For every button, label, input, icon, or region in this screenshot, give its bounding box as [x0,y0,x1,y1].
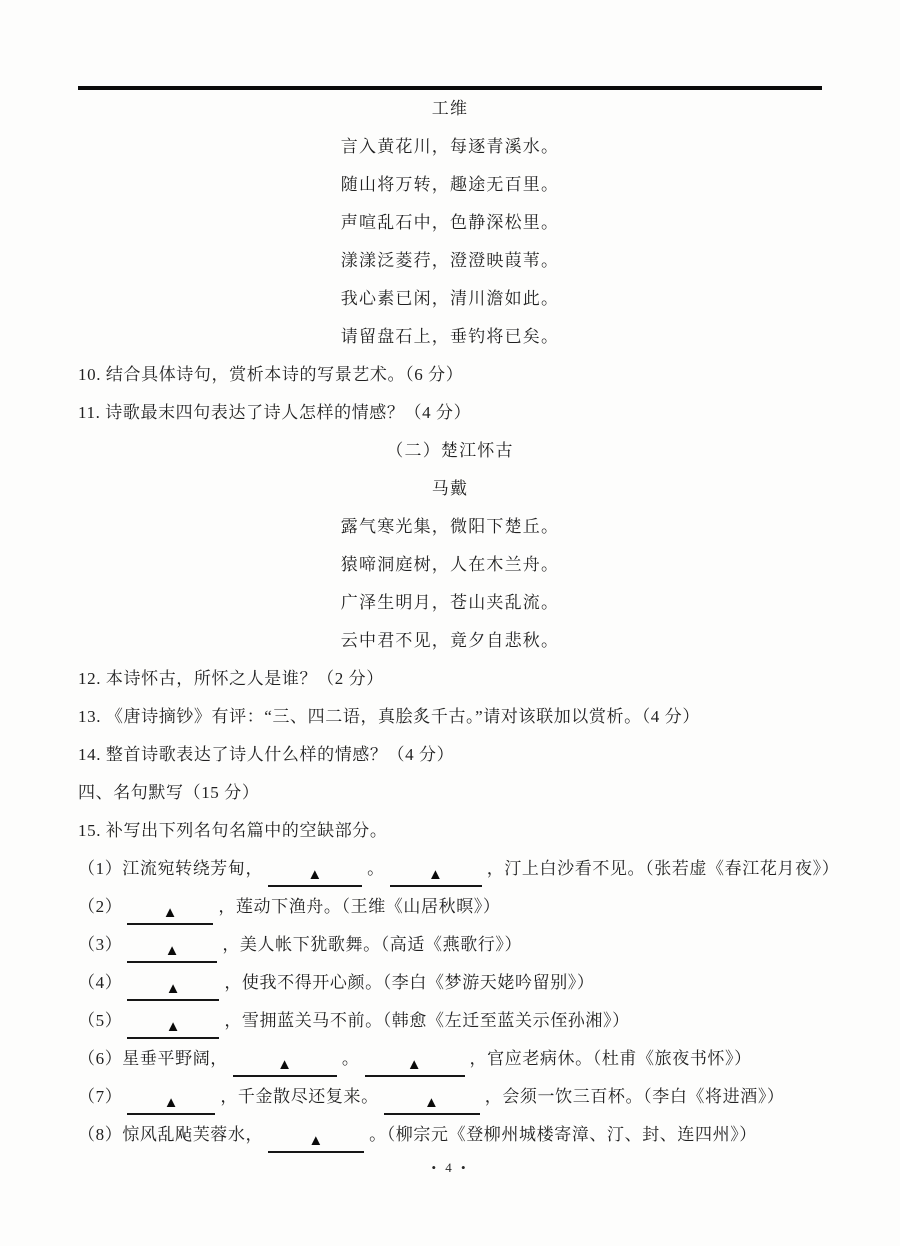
dictation-item [0,1078,900,1116]
dictation-item [0,850,900,888]
poem1-line: 漾漾泛菱荇，澄澄映葭苇。 [340,251,560,270]
poem2-body [0,508,900,660]
poem2-line: 露气寒光集，微阳下楚丘。 [340,517,560,536]
poem2-author: 马戴 [431,479,469,498]
answer-blank: ▲ [233,1055,337,1077]
dictation-item [0,964,900,1002]
item-text: ，千金散尽还复来。 [220,1087,379,1106]
section4-heading: 四、名句默写（15 分） [78,783,260,802]
dictation-items [0,850,900,1154]
poem1-line: 言入黄花川，每逐青溪水。 [340,137,560,156]
item-text: ，美人帐下犹歌舞。（高适《燕歌行》） [222,935,523,954]
poem2-line: 广泽生明月，苍山夹乱流。 [340,593,560,612]
question: 10. 结合具体诗句，赏析本诗的写景艺术。（6 分） [78,365,464,384]
item-text: ，汀上白沙看不见。（张若虚《春江花月夜》） [486,859,840,878]
item-text: （7） [78,1087,123,1106]
item-text: ，官应老病休。（杜甫《旅夜书怀》） [469,1049,752,1068]
answer-blank: ▲ [268,1131,364,1153]
item-text: （2） [78,897,123,916]
question: 14. 整首诗歌表达了诗人什么样的情感？（4 分） [78,745,455,764]
item-text: （4） [78,973,123,992]
answer-blank: ▲ [127,903,213,925]
answer-blank: ▲ [365,1055,465,1077]
poem2-line: 猿啼洞庭树，人在木兰舟。 [340,555,560,574]
dictation-item [0,1002,900,1040]
item-text: ，雪拥蓝关马不前。（韩愈《左迁至蓝关示侄孙湘》） [224,1011,630,1030]
poem2-title: （二）楚江怀古 [386,441,514,460]
item-text: （6）星垂平野阔， [78,1049,228,1068]
poem1-line: 声喧乱石中，色静深松里。 [340,213,560,232]
item-text: 。 [367,859,385,878]
dictation-item [0,888,900,926]
poem1-line: 请留盘石上，垂钓将已矣。 [340,327,560,346]
question: 12. 本诗怀古，所怀之人是谁？（2 分） [78,669,384,688]
item-text: （5） [78,1011,123,1030]
poem2-line: 云中君不见，竟夕自悲秋。 [340,631,560,650]
answer-blank: ▲ [268,865,362,887]
poem2-questions [0,660,900,774]
answer-blank: ▲ [127,1017,219,1039]
item-text: ，莲动下渔舟。（王维《山居秋暝》） [218,897,501,916]
poem1-author: 工维 [431,99,469,118]
poem1-line: 随山将万转，趣途无百里。 [340,175,560,194]
poem1-body [0,128,900,356]
dictation-item [0,926,900,964]
answer-blank: ▲ [390,865,482,887]
item-text: （3） [78,935,123,954]
item-text: （1）江流宛转绕芳甸， [78,859,264,878]
answer-blank: ▲ [127,979,219,1001]
dictation-item [0,1116,900,1154]
question: 13. 《唐诗摘钞》有评：“三、四二语，真脍炙千古。”请对该联加以赏析。（4 分） [78,707,700,726]
poem1-line: 我心素已闲，清川澹如此。 [340,289,560,308]
item-text: ，使我不得开心颜。（李白《梦游天姥吟留别》） [224,973,595,992]
question: 11. 诗歌最末四句表达了诗人怎样的情感？（4 分） [78,403,472,422]
dictation-item [0,1040,900,1078]
answer-blank: ▲ [127,941,217,963]
item-text: 。 [341,1049,360,1068]
page-number: • 4 • [431,1160,469,1175]
answer-blank: ▲ [384,1093,480,1115]
answer-blank: ▲ [127,1093,215,1115]
page-content [0,90,900,1180]
item-text: 。（柳宗元《登柳州城楼寄漳、汀、封、连四州》） [369,1125,757,1144]
item-text: ，会须一饮三百杯。（李白《将进酒》） [484,1087,785,1106]
item-text: （8）惊风乱飐芙蓉水， [78,1125,264,1144]
question15-intro: 15. 补写出下列名句名篇中的空缺部分。 [78,821,388,840]
poem1-questions [0,356,900,432]
